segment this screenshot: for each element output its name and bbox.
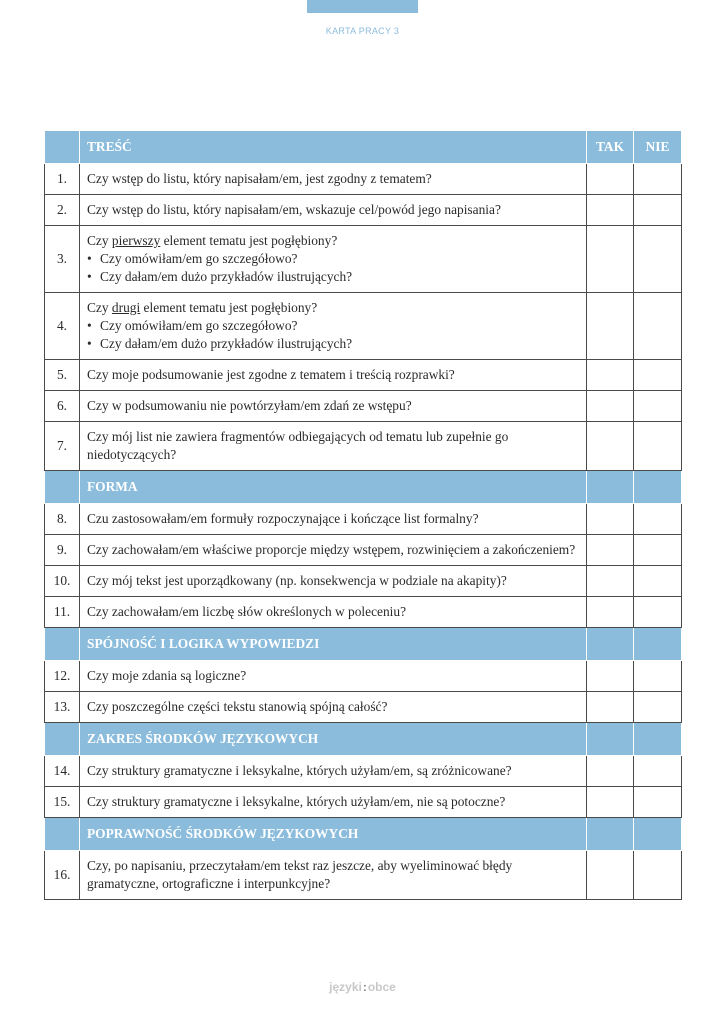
section-header-zakres [45,723,682,756]
yes-checkbox-cell[interactable] [587,360,634,391]
section-num-cell [45,471,80,504]
yes-checkbox-cell[interactable] [587,597,634,628]
item-number: 12. [45,661,80,692]
section-header-forma [45,471,682,504]
item-number: 6. [45,391,80,422]
item-number: 10. [45,566,80,597]
table-row [45,566,682,597]
yes-checkbox-cell[interactable] [587,422,634,471]
item-number: 3. [45,226,80,293]
table-row [45,504,682,535]
item-number: 13. [45,692,80,723]
item-question: Czy struktury gramatyczne i leksykalne, których użyłam/em, są zróżnicowane? [80,756,587,787]
item-number: 11. [45,597,80,628]
yes-checkbox-cell[interactable] [587,787,634,818]
no-checkbox-cell[interactable] [634,661,682,692]
section-yes-cell [587,471,634,504]
item-question: Czy zachowałam/em właściwe proporcje między wstępem, rozwinięciem a zakończeniem? [80,535,587,566]
table-row [45,293,682,360]
table-row [45,756,682,787]
yes-checkbox-cell[interactable] [587,851,634,900]
table-row [45,597,682,628]
no-checkbox-cell[interactable] [634,226,682,293]
section-header-poprawnosc [45,818,682,851]
column-header-no: NIE [634,131,682,164]
yes-checkbox-cell[interactable] [587,293,634,360]
item-question: Czy poszczególne części tekstu stanowią spójną całość? [80,692,587,723]
section-no-cell [634,471,682,504]
section-no-cell [634,628,682,661]
question-bullet: • Czy omówiłam/em go szczegółowo? [87,317,579,335]
item-number: 5. [45,360,80,391]
item-number: 1. [45,164,80,195]
yes-checkbox-cell[interactable] [587,164,634,195]
question-bullet: • Czy dałam/em dużo przykładów ilustrujących? [87,335,579,353]
item-number: 8. [45,504,80,535]
table-row [45,391,682,422]
no-checkbox-cell[interactable] [634,597,682,628]
table-row [45,164,682,195]
yes-checkbox-cell[interactable] [587,692,634,723]
item-number: 4. [45,293,80,360]
table-row [45,692,682,723]
yes-checkbox-cell[interactable] [587,566,634,597]
header-num-cell [45,131,80,164]
item-question: Czy moje podsumowanie jest zgodne z tematem i treścią rozprawki? [80,360,587,391]
item-question: Czy w podsumowaniu nie powtórzyłam/em zdań ze wstępu? [80,391,587,422]
no-checkbox-cell[interactable] [634,164,682,195]
yes-checkbox-cell[interactable] [587,504,634,535]
yes-checkbox-cell[interactable] [587,661,634,692]
no-checkbox-cell[interactable] [634,360,682,391]
table-row [45,661,682,692]
no-checkbox-cell[interactable] [634,195,682,226]
table-row [45,851,682,900]
section-num-cell [45,723,80,756]
item-question: Czy moje zdania są logiczne? [80,661,587,692]
item-question: Czy mój tekst jest uporządkowany (np. konsekwencja w podziale na akapity)? [80,566,587,597]
item-number: 9. [45,535,80,566]
table-row [45,226,682,293]
item-question: Czy zachowałam/em liczbę słów określonych w poleceniu? [80,597,587,628]
publisher-logo: języki:obce [329,980,396,994]
table-row [45,360,682,391]
item-question [80,293,587,360]
item-question: Czy wstęp do listu, który napisałam/em, wskazuje cel/powód jego napisania? [80,195,587,226]
question-bullet: • Czy dałam/em dużo przykładów ilustrujących? [87,268,579,286]
no-checkbox-cell[interactable] [634,293,682,360]
yes-checkbox-cell[interactable] [587,226,634,293]
header-tab-decoration [307,0,418,13]
item-number: 14. [45,756,80,787]
yes-checkbox-cell[interactable] [587,535,634,566]
yes-checkbox-cell[interactable] [587,195,634,226]
section-yes-cell [587,723,634,756]
checklist-table [44,130,682,900]
section-title: FORMA [80,471,587,504]
no-checkbox-cell[interactable] [634,535,682,566]
table-row [45,422,682,471]
section-title: ZAKRES ŚRODKÓW JĘZYKOWYCH [80,723,587,756]
column-header-yes: TAK [587,131,634,164]
section-yes-cell [587,628,634,661]
underlined-word: pierwszy [111,233,161,248]
no-checkbox-cell[interactable] [634,566,682,597]
yes-checkbox-cell[interactable] [587,756,634,787]
item-number: 16. [45,851,80,900]
no-checkbox-cell[interactable] [634,504,682,535]
item-number: 7. [45,422,80,471]
question-lead: Czy drugi element tematu jest pogłębiony? [87,300,318,315]
section-num-cell [45,818,80,851]
item-number: 2. [45,195,80,226]
column-header-content: TREŚĆ [80,131,587,164]
section-title: SPÓJNOŚĆ I LOGIKA WYPOWIEDZI [80,628,587,661]
table-row [45,195,682,226]
item-question: Czy struktury gramatyczne i leksykalne, których użyłam/em, nie są potoczne? [80,787,587,818]
worksheet-label: KARTA PRACY 3 [325,26,400,36]
section-title: POPRAWNOŚĆ ŚRODKÓW JĘZYKOWYCH [80,818,587,851]
item-question: Czu zastosowałam/em formuły rozpoczynające i kończące list formalny? [80,504,587,535]
item-question: Czy, po napisaniu, przeczytałam/em tekst raz jeszcze, aby wyeliminować błędy gramatyczne, ortograficzne i interpunkcyjne? [80,851,587,900]
item-question: Czy wstęp do listu, który napisałam/em, jest zgodny z tematem? [80,164,587,195]
section-num-cell [45,628,80,661]
no-checkbox-cell[interactable] [634,851,682,900]
item-question: Czy mój list nie zawiera fragmentów odbiegających od tematu lub zupełnie go niedotyczących? [80,422,587,471]
no-checkbox-cell[interactable] [634,422,682,471]
no-checkbox-cell[interactable] [634,756,682,787]
yes-checkbox-cell[interactable] [587,391,634,422]
section-no-cell [634,818,682,851]
table-row [45,535,682,566]
question-bullet: • Czy omówiłam/em go szczegółowo? [87,250,579,268]
underlined-word: drugi [111,300,141,315]
no-checkbox-cell[interactable] [634,787,682,818]
section-header-spojnosc [45,628,682,661]
item-number: 15. [45,787,80,818]
no-checkbox-cell[interactable] [634,391,682,422]
item-question [80,226,587,293]
no-checkbox-cell[interactable] [634,692,682,723]
section-no-cell [634,723,682,756]
table-header-row [45,131,682,164]
question-lead: Czy pierwszy element tematu jest pogłębiony? [87,233,338,248]
table-row [45,787,682,818]
section-yes-cell [587,818,634,851]
